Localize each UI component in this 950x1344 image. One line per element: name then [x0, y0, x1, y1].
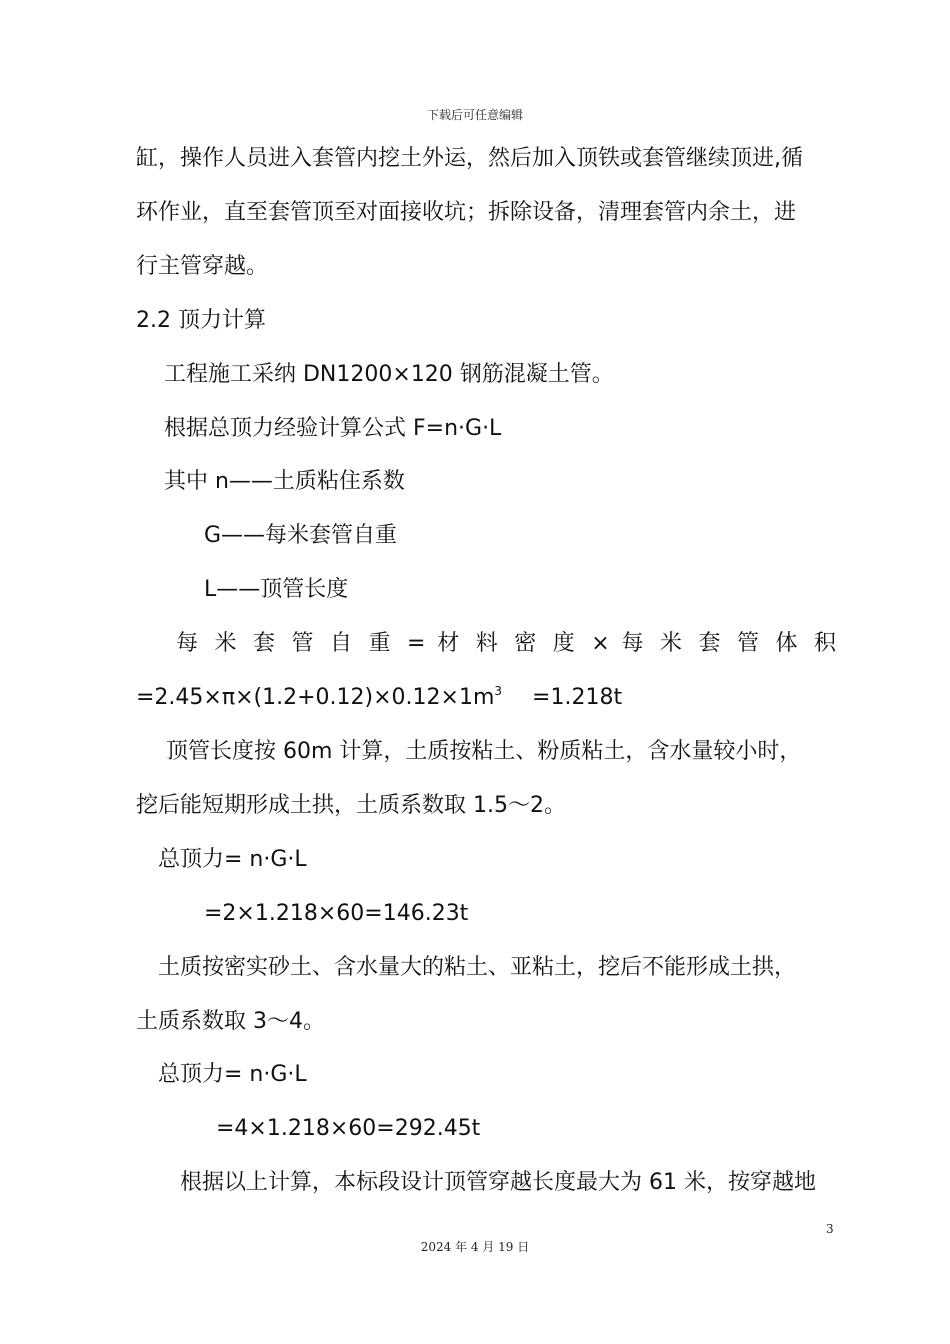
page-number: 3: [826, 1222, 834, 1236]
formula-line: =2×1.218×60=146.23t: [204, 901, 469, 926]
body-line: 环作业，直至套管顶至对面接收坑；拆除设备，清理套管内余土，进: [136, 200, 797, 225]
formula-result: =1.218t: [532, 685, 623, 710]
formula-line: [136, 683, 836, 713]
formula-line: =4×1.218×60=292.45t: [216, 1116, 481, 1141]
page-footer-date: 2024 年 4 月 19 日: [420, 1240, 530, 1254]
body-line: 工程施工采纳 DN1200×120 钢筋混凝土管。: [164, 362, 614, 387]
body-line: 挖后能短期形成土拱，土质系数取 1.5～2。: [136, 793, 566, 818]
body-line: 总顶力= n·G·L: [158, 847, 307, 872]
body-line: 总顶力= n·G·L: [158, 1062, 307, 1087]
body-line: 根据总顶力经验计算公式 F=n·G·L: [164, 416, 502, 441]
section-heading: 2.2 顶力计算: [136, 308, 266, 333]
body-line: 土质按密实砂土、含水量大的粘土、亚粘土，挖后不能形成土拱，: [158, 955, 797, 980]
body-line: 缸，操作人员进入套管内挖土外运，然后加入顶铁或套管继续顶进,循: [136, 146, 803, 171]
formula-exponent: 3: [494, 684, 503, 698]
body-line: 根据以上计算，本标段设计顶管穿越长度最大为 61 米，按穿越地: [180, 1170, 816, 1195]
formula-volume: =2.45×π×(1.2+0.12)×0.12×1m: [136, 685, 495, 710]
body-line: 土质系数取 3～4。: [136, 1009, 325, 1034]
page-header: 下载后可任意编辑: [426, 108, 523, 122]
body-line: G——每米套管自重: [204, 523, 398, 548]
body-line: 顶管长度按 60m 计算，土质按粘土、粉质粘土，含水量较小时，: [166, 739, 802, 764]
body-line: 其中 n——土质粘住系数: [164, 469, 405, 494]
body-line: L——顶管长度: [204, 577, 349, 602]
body-line: 行主管穿越。: [136, 254, 269, 279]
body-line: 每 米 套 管 自 重 = 材 料 密 度 × 每 米 套 管 体 积: [176, 631, 836, 656]
